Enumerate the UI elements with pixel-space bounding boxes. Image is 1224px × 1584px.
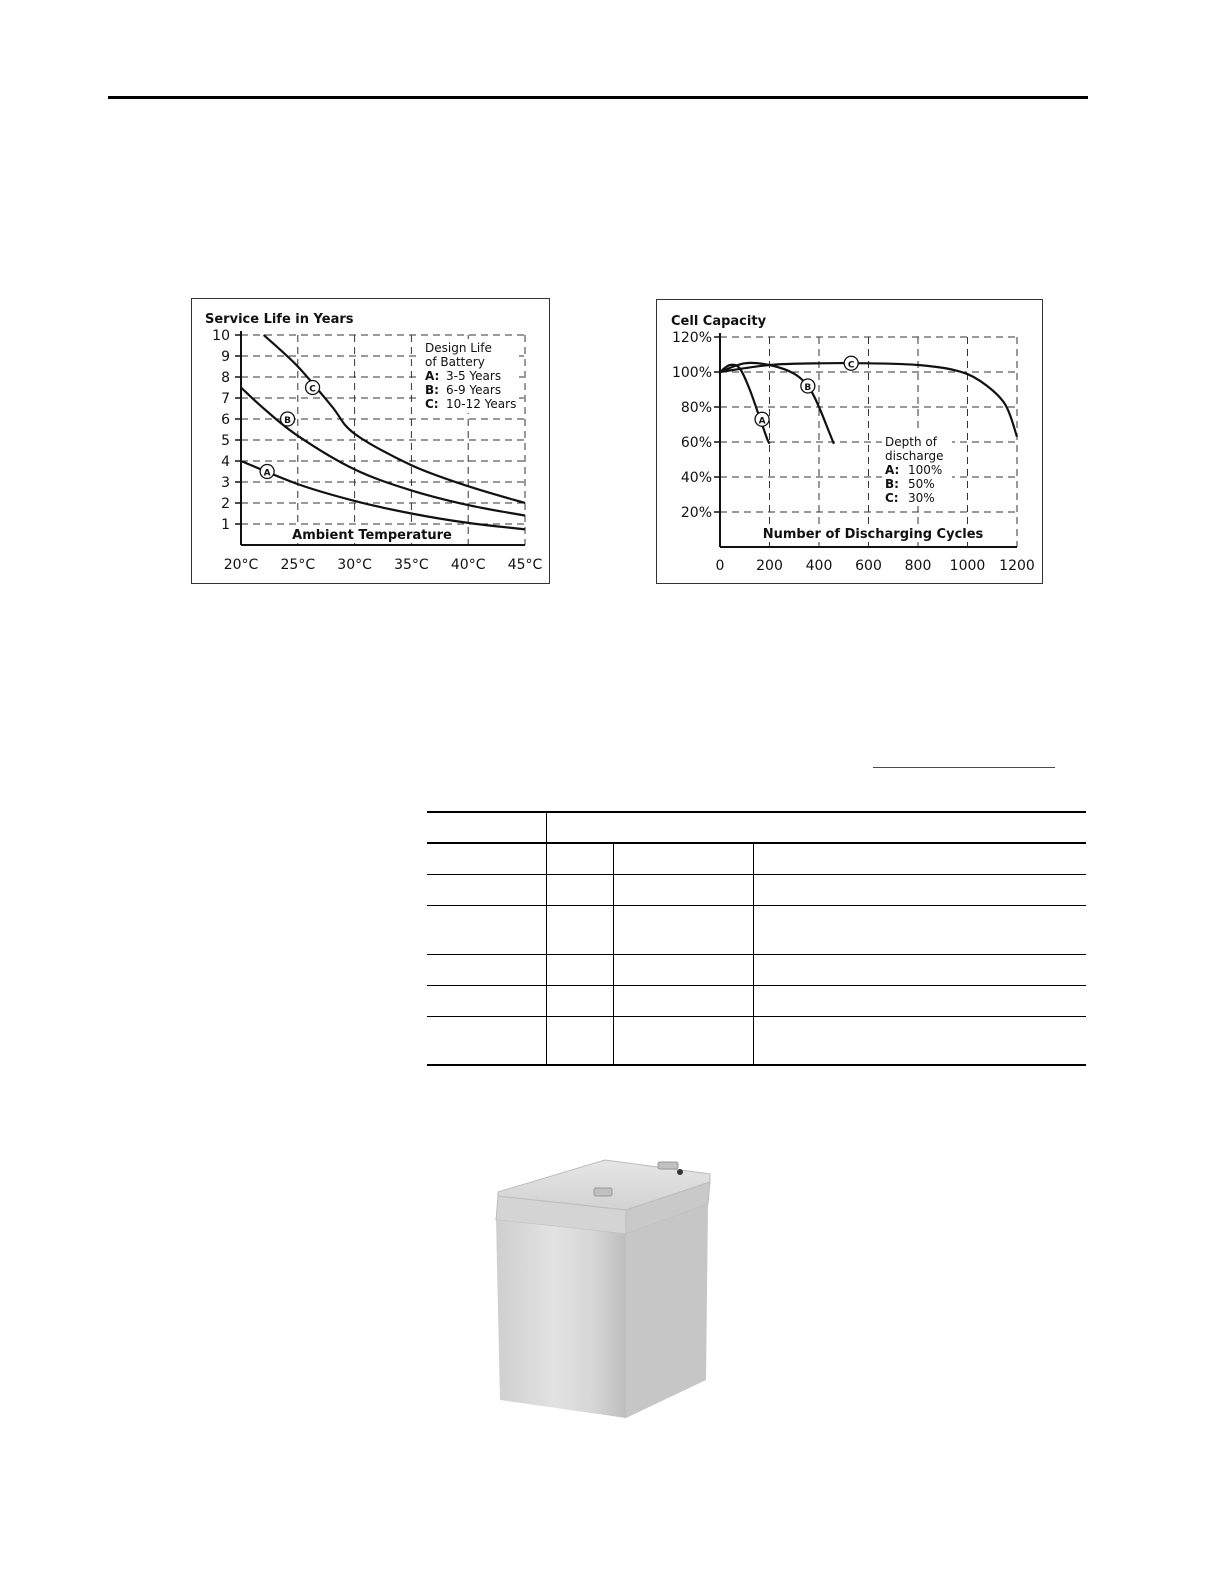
x-tick-label: 600 [855,558,882,574]
curve-label: B [284,416,292,426]
y-tick-label: 2 [221,496,230,512]
legend-key: C: [885,491,899,505]
table-cell [427,843,546,874]
series-line-A [241,461,525,529]
x-tick-label: 35°C [394,557,429,573]
legend-key: A: [885,463,900,477]
y-tick-label: 8 [221,370,230,386]
y-tick-label: 100% [671,365,712,381]
table-header-row [427,812,1086,843]
y-tick-label: 3 [221,475,230,491]
service-life-chart-svg [192,299,549,583]
x-tick-label: 200 [756,558,783,574]
y-tick-label: 60% [680,435,712,451]
table-cell [427,874,546,905]
x-tick-label: 1000 [949,558,986,574]
y-tick-label: 10 [212,328,230,344]
table-cell [753,985,1086,1016]
table-cell [427,954,546,985]
service-life-chart [191,298,550,584]
legend-title: Depth of [885,435,937,449]
table-cell [427,1016,546,1065]
table-cell [427,905,546,954]
table-row [427,1016,1086,1065]
battery-image [490,1150,720,1425]
table-cell [753,1016,1086,1065]
curve-label: C [847,360,855,371]
table-header-cell [546,812,1086,843]
table-cell [753,954,1086,985]
table-row [427,874,1086,905]
table-cell [546,1016,613,1065]
header-rule [108,96,1088,99]
table-cell [613,905,753,954]
legend-key: B: [885,477,899,491]
legend-key: B: [425,383,439,397]
table-cell [753,905,1086,954]
table-row [427,985,1086,1016]
curve-label: A [758,416,766,427]
cell-capacity-chart-svg [657,300,1042,583]
table-row [427,843,1086,874]
x-tick-label: 20°C [223,557,259,573]
series-line-A [720,365,770,444]
battery-photo [490,1150,720,1425]
legend-key: A: [425,369,440,383]
curve-label: A [263,468,271,479]
cell-capacity-chart [656,299,1043,584]
table-row [427,954,1086,985]
x-tick-label: 30°C [337,557,372,573]
legend-key: C: [425,397,439,411]
x-axis-label: Ambient Temperature [292,528,452,543]
legend-title: of Battery [425,355,485,369]
legend-text: 30% [908,491,935,505]
table-cell [753,843,1086,874]
y-tick-label: 1 [221,517,230,533]
table-cell [613,954,753,985]
table-cell [546,954,613,985]
link-underline[interactable] [873,767,1055,768]
table-cell [613,985,753,1016]
legend-text: 100% [908,463,943,477]
x-tick-label: 45°C [507,557,543,573]
legend-title: discharge [885,449,944,463]
table-cell [546,874,613,905]
legend-text: 3-5 Years [446,369,502,383]
y-tick-label: 6 [221,412,230,428]
legend-text: 50% [908,477,935,491]
table-cell [753,874,1086,905]
x-axis-label: Number of Discharging Cycles [762,527,984,542]
y-tick-label: 40% [680,470,712,486]
y-tick-label: 120% [671,330,712,346]
curve-label: C [309,384,316,395]
legend-text: 10-12 Years [446,397,517,411]
chart-title: Service Life in Years [205,312,354,327]
table-cell [613,843,753,874]
x-tick-label: 25°C [280,557,316,573]
table-cell [546,905,613,954]
x-tick-label: 40°C [450,557,486,573]
x-tick-label: 1200 [999,558,1035,574]
y-tick-label: 20% [680,505,712,521]
y-tick-label: 5 [221,433,230,449]
chart-title: Cell Capacity [671,314,767,329]
y-tick-label: 7 [221,391,230,407]
table-cell [427,985,546,1016]
curve-label: B [804,383,812,393]
table-row [427,905,1086,954]
x-tick-label: 400 [805,558,833,574]
table-cell [546,985,613,1016]
table-cell [613,874,753,905]
series-line-B [720,363,834,444]
spec-table [427,811,1086,1066]
table-cell [613,1016,753,1065]
table-header-cell [427,812,546,843]
legend-text: 6-9 Years [446,383,502,397]
legend-title: Design Life [425,341,492,355]
y-tick-label: 80% [680,400,712,416]
y-tick-label: 4 [221,454,230,470]
x-tick-label: 0 [715,558,725,574]
y-tick-label: 9 [221,349,230,365]
x-tick-label: 800 [904,558,932,574]
table-cell [546,843,613,874]
